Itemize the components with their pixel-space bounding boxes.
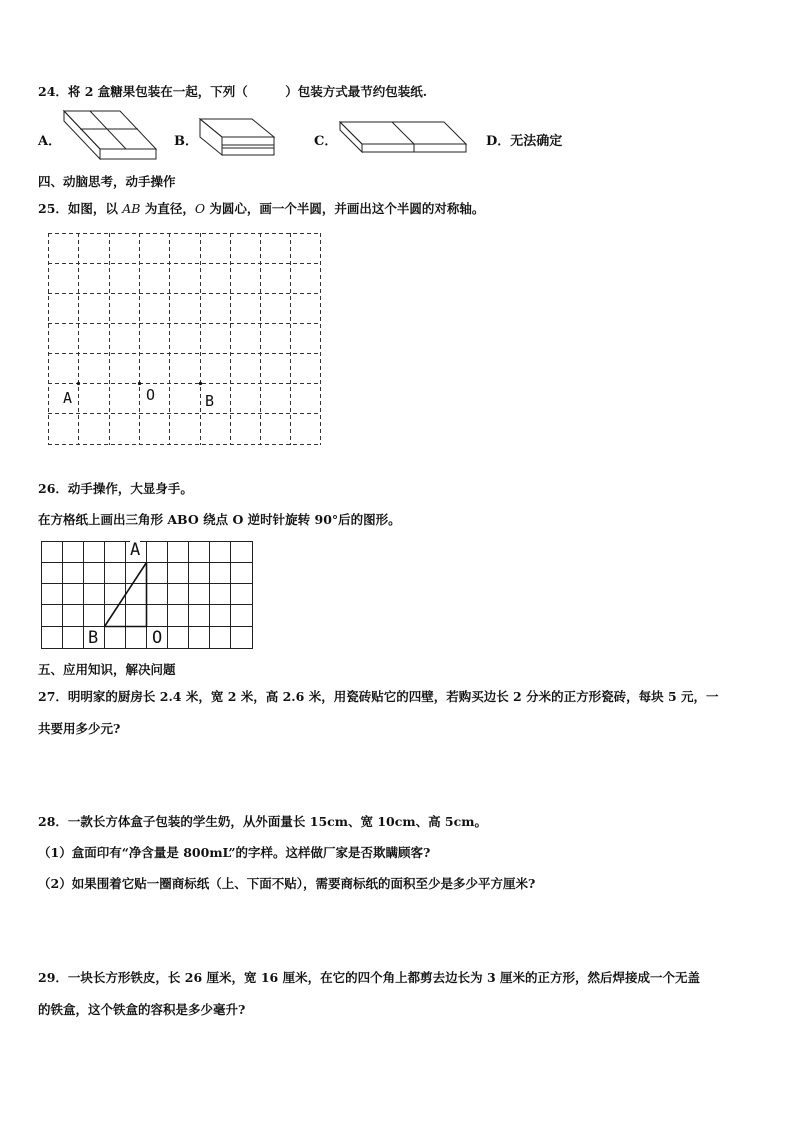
q24-option-d[interactable]: D．无法确定 xyxy=(486,134,563,149)
q28-text: 28．一款长方体盒子包装的学生奶，从外面量长 15cm、宽 10cm、高 5cm。 xyxy=(38,814,487,829)
q24-option-c-label[interactable]: C． xyxy=(314,134,338,149)
q29-line2: 的铁盒，这个铁盒的容积是多少毫升? xyxy=(38,1002,246,1017)
point-o-label: O xyxy=(146,386,156,404)
q24-option-b-figure xyxy=(196,117,278,159)
q25-text: 25．如图，以 AB 为直径，O 为圆心，画一个半圆，并画出这个半圆的对称轴。 xyxy=(38,201,485,216)
point-a-label: A xyxy=(63,389,73,407)
point-b-label: B xyxy=(205,392,215,410)
q27-line1: 27．明明家的厨房长 2.4 米，宽 2 米，高 2.6 米，用瓷砖贴它的四壁，若购买边长 2 分米的正方形瓷砖，每块 5 元，一 xyxy=(38,689,719,704)
q24-option-c-figure xyxy=(336,120,470,156)
q24-option-a-figure xyxy=(60,107,160,167)
q25-dashed-grid[interactable] xyxy=(48,233,324,447)
q28-sub2: （2）如果围着它贴一圈商标纸（上、下面不贴），需要商标纸的面积至少是多少平方厘米? xyxy=(38,876,536,891)
q29-line1: 29．一块长方形铁皮，长 26 厘米，宽 16 厘米，在它的四个角上都剪去边长为 3 厘米的正方形，然后焊接成一个无盖 xyxy=(38,970,700,985)
point-b-dot xyxy=(199,382,202,385)
point-o-dot xyxy=(138,382,141,385)
q24-option-b-label[interactable]: B． xyxy=(174,134,198,149)
q24-text: 24．将 2 盒糖果包装在一起，下列（ ）包装方式最节约包装纸. xyxy=(38,84,428,99)
triangle-vertex-b-label: B xyxy=(88,628,99,648)
q24-option-a-label[interactable]: A． xyxy=(38,134,62,149)
q26-text: 在方格纸上画出三角形 ABO 绕点 O 逆时针旋转 90°后的图形。 xyxy=(38,512,401,527)
q27-line2: 共要用多少元? xyxy=(38,721,121,736)
triangle-vertex-a-label: A xyxy=(130,540,141,560)
section-4-heading: 四、动脑思考，动手操作 xyxy=(38,174,176,189)
section-5-heading: 五、应用知识，解决问题 xyxy=(38,662,176,677)
q26-title: 26．动手操作，大显身手。 xyxy=(38,481,193,496)
point-a-dot xyxy=(77,382,80,385)
triangle-vertex-o-label: O xyxy=(152,628,163,648)
q26-square-grid[interactable] xyxy=(41,541,255,651)
q28-sub1: （1）盒面印有“净含量是 800mL”的字样。这样做厂家是否欺瞒顾客? xyxy=(38,845,431,860)
